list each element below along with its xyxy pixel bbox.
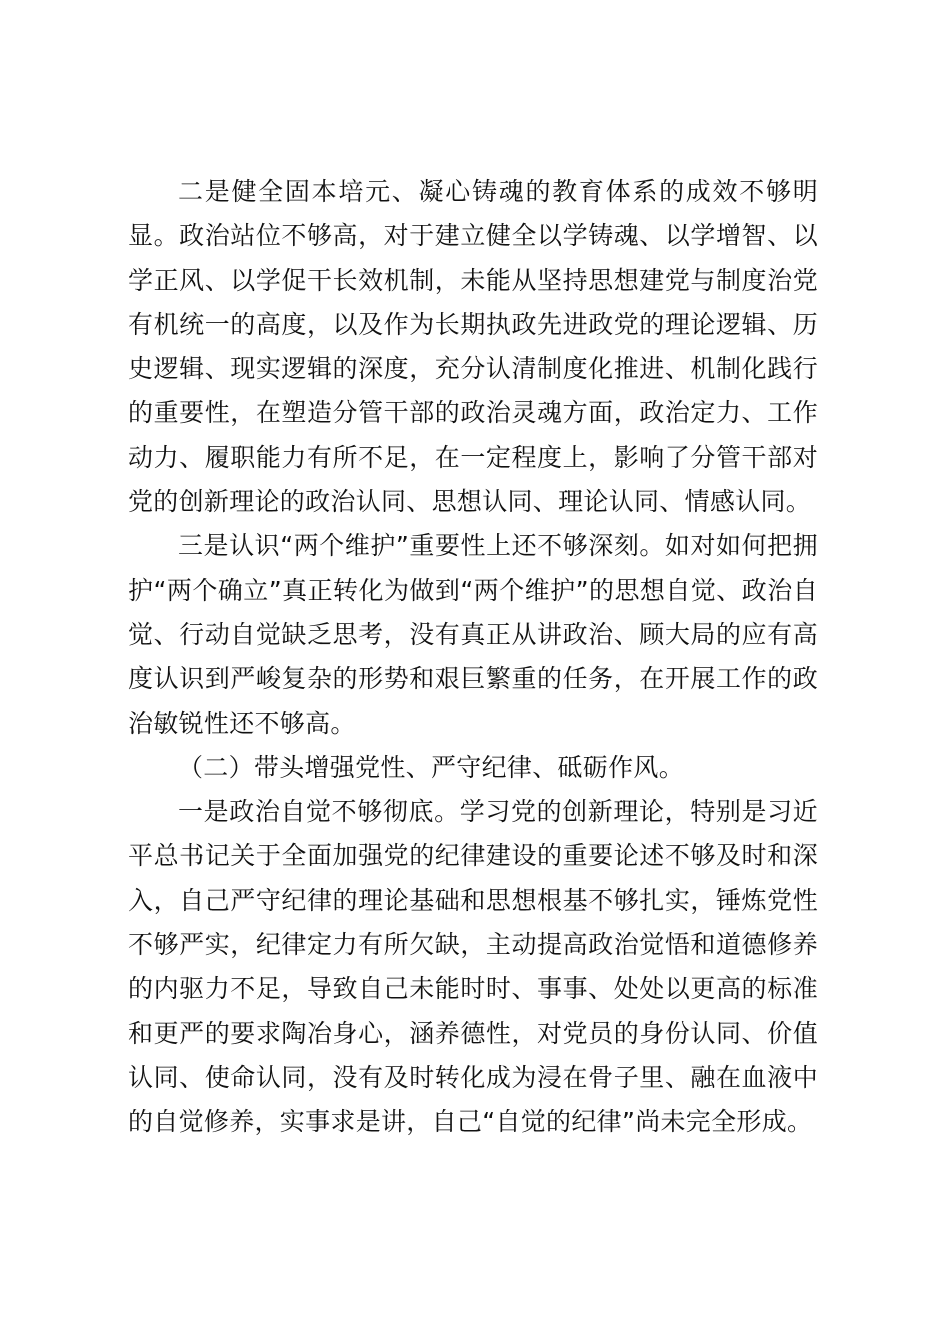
section-heading-party-discipline: （二）带头增强党性、严守纪律、砥砺作风。 xyxy=(178,752,685,782)
paragraph-two-safeguards: 三是认识“两个维护”重要性上还不够深刻。如对如何把拥护“两个确立”真正转化为做到“两个维护”的思想自觉、政治自觉、行动自觉缺乏思考，没有真正从讲政治、顾大局的应有高度认识到严峻复杂的形势和艰巨繁重的任务，在开展工作的政治敏锐性还不够高。 xyxy=(128,531,818,738)
body-text xyxy=(128,170,818,1145)
paragraph-political-consciousness: 一是政治自觉不够彻底。学习党的创新理论，特别是习近平总书记关于全面加强党的纪律建设的重要论述不够及时和深入，自己严守纪律的理论基础和思想根基不够扎实，锤炼党性不够严实，纪律定力有所欠缺，主动提高政治觉悟和道德修养的内驱力不足，导致自己未能时时、事事、处处以更高的标准和更严的要求陶冶身心，涵养德性，对党员的身份认同、价值认同、使命认同，没有及时转化成为浸在骨子里、融在血液中的自觉修养，实事求是讲，自己“自觉的纪律”尚未完全形成。 xyxy=(128,797,818,1137)
paragraph-education-system: 二是健全固本培元、凝心铸魂的教育体系的成效不够明显。政治站位不够高，对于建立健全以学铸魂、以学增智、以学正风、以学促干长效机制，未能从坚持思想建党与制度治党有机统一的高度，以及作为长期执政先进政党的理论逻辑、历史逻辑、现实逻辑的深度，充分认清制度化推进、机制化践行的重要性，在塑造分管干部的政治灵魂方面，政治定力、工作动力、履职能力有所不足，在一定程度上，影响了分管干部对党的创新理论的政治认同、思想认同、理论认同、情感认同。 xyxy=(128,177,818,517)
